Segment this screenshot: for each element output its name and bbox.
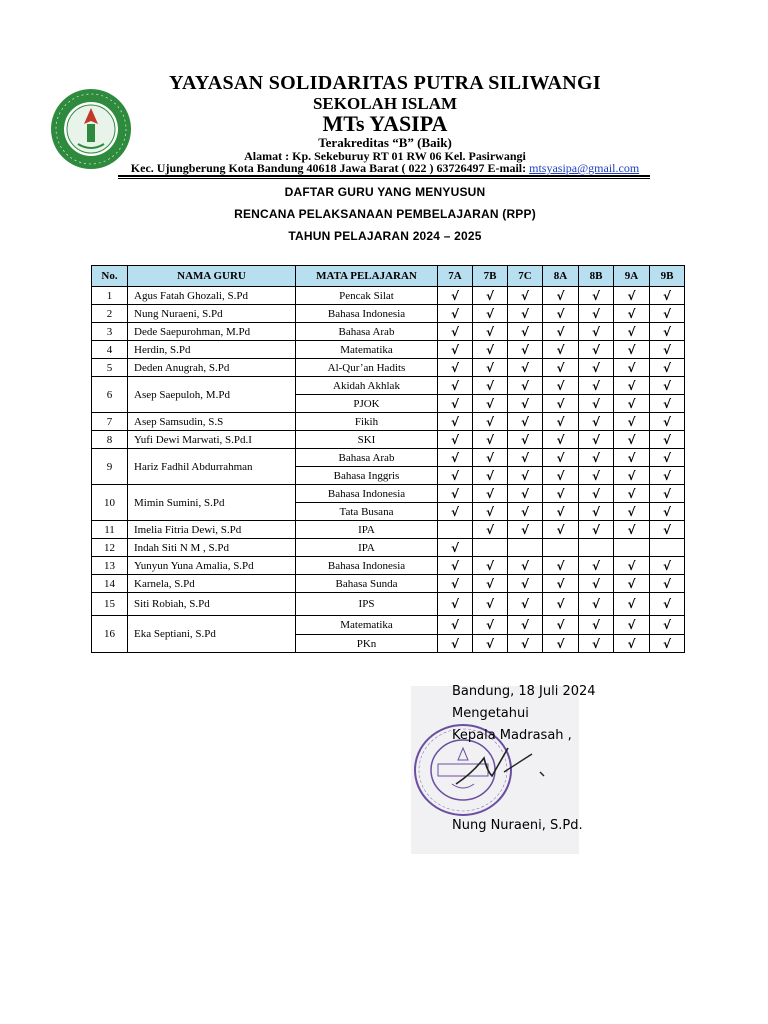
class-check-cell: √ [473,305,508,323]
teacher-name: Eka Septiani, S.Pd [128,616,296,653]
class-check-cell: √ [579,359,614,377]
class-check-cell: √ [508,431,543,449]
class-check-cell: √ [650,413,685,431]
class-check-cell: √ [508,413,543,431]
subject-name: Bahasa Indonesia [296,305,438,323]
subject-name: Bahasa Arab [296,449,438,467]
class-check-cell: √ [543,431,579,449]
class-check-cell: √ [543,521,579,539]
teacher-name: Yunyun Yuna Amalia, S.Pd [128,557,296,575]
class-check-cell: √ [614,503,650,521]
class-check-cell: √ [508,377,543,395]
subject-name: IPA [296,521,438,539]
class-check-cell: √ [614,413,650,431]
teacher-name: Herdin, S.Pd [128,341,296,359]
class-check-cell: √ [614,616,650,635]
signer-name: Nung Nuraeni, S.Pd. [452,818,583,833]
column-header: 9A [614,266,650,287]
class-check-cell: √ [473,593,508,616]
class-check-cell: √ [650,395,685,413]
class-check-cell: √ [473,557,508,575]
subject-name: Al-Qur’an Hadits [296,359,438,377]
row-number: 11 [92,521,128,539]
class-check-cell [543,539,579,557]
class-check-cell: √ [614,467,650,485]
subject-name: Fikih [296,413,438,431]
class-check-cell: √ [650,377,685,395]
class-check-cell: √ [650,503,685,521]
table-row [92,521,685,539]
class-check-cell: √ [614,557,650,575]
class-check-cell: √ [473,503,508,521]
column-header: MATA PELAJARAN [296,266,438,287]
teacher-name: Indah Siti N M , S.Pd [128,539,296,557]
column-header: No. [92,266,128,287]
table-row [92,431,685,449]
class-check-cell: √ [438,287,473,305]
row-number: 1 [92,287,128,305]
teacher-name: Dede Saepurohman, M.Pd [128,323,296,341]
class-check-cell: √ [579,557,614,575]
doc-title-3: TAHUN PELAJARAN 2024 – 2025 [288,229,482,243]
class-check-cell: √ [650,323,685,341]
class-check-cell: √ [438,377,473,395]
class-check-cell: √ [650,575,685,593]
class-check-cell: √ [579,575,614,593]
class-check-cell: √ [543,287,579,305]
class-check-cell: √ [614,485,650,503]
table-row [92,287,685,305]
class-check-cell: √ [579,593,614,616]
class-check-cell: √ [614,377,650,395]
row-number: 8 [92,431,128,449]
class-check-cell: √ [473,616,508,635]
address-line-1: Alamat : Kp. Sekeburuy RT 01 RW 06 Kel. Pasirwangi [244,149,526,163]
class-check-cell: √ [508,467,543,485]
class-check-cell: √ [614,431,650,449]
row-number: 6 [92,377,128,413]
class-check-cell: √ [543,413,579,431]
class-check-cell: √ [438,431,473,449]
class-check-cell: √ [438,359,473,377]
class-check-cell: √ [614,341,650,359]
class-check-cell: √ [473,287,508,305]
subject-name: SKI [296,431,438,449]
class-check-cell: √ [473,449,508,467]
column-header: 8A [543,266,579,287]
subject-name: Bahasa Sunda [296,575,438,593]
class-check-cell: √ [438,503,473,521]
table-row [92,305,685,323]
teacher-name: Karnela, S.Pd [128,575,296,593]
class-check-cell: √ [614,287,650,305]
class-check-cell: √ [650,449,685,467]
class-check-cell: √ [543,395,579,413]
signature-acknowledge: Mengetahui [452,706,529,721]
column-header: NAMA GURU [128,266,296,287]
class-check-cell: √ [579,485,614,503]
subject-name: Bahasa Indonesia [296,557,438,575]
column-header: 7B [473,266,508,287]
table-row [92,413,685,431]
class-check-cell: √ [543,616,579,635]
class-check-cell: √ [543,359,579,377]
class-check-cell: √ [579,323,614,341]
class-check-cell [508,539,543,557]
class-check-cell: √ [579,521,614,539]
class-check-cell: √ [543,485,579,503]
class-check-cell: √ [543,503,579,521]
subject-name: IPS [296,593,438,616]
class-check-cell: √ [543,467,579,485]
table-row [92,323,685,341]
class-check-cell: √ [543,377,579,395]
class-check-cell [473,539,508,557]
class-check-cell: √ [473,575,508,593]
class-check-cell: √ [508,395,543,413]
subject-name: Bahasa Indonesia [296,485,438,503]
class-check-cell: √ [579,449,614,467]
doc-title-1: DAFTAR GURU YANG MENYUSUN [284,185,486,199]
class-check-cell: √ [508,323,543,341]
address-line-2-text: Kec. Ujungberung Kota Bandung 40618 Jawa Barat ( 022 ) 63726497 E-mail: [130,161,527,175]
table-row [92,377,685,395]
class-check-cell: √ [650,341,685,359]
class-check-cell: √ [438,485,473,503]
class-check-cell: √ [614,359,650,377]
class-check-cell [438,521,473,539]
class-check-cell: √ [438,305,473,323]
subject-name: Bahasa Arab [296,323,438,341]
class-check-cell: √ [579,467,614,485]
class-check-cell: √ [508,593,543,616]
class-check-cell: √ [508,521,543,539]
class-check-cell: √ [543,593,579,616]
class-check-cell: √ [438,557,473,575]
class-check-cell [614,539,650,557]
class-check-cell: √ [473,485,508,503]
class-check-cell: √ [508,359,543,377]
teacher-name: Asep Saepuloh, M.Pd [128,377,296,413]
class-check-cell: √ [543,323,579,341]
class-check-cell: √ [650,305,685,323]
class-check-cell: √ [579,635,614,653]
email-link[interactable]: mtsyasipa@gmail.com [529,161,640,175]
class-check-cell: √ [614,593,650,616]
row-number: 4 [92,341,128,359]
column-header: 7C [508,266,543,287]
class-check-cell: √ [650,431,685,449]
signature-position: Kepala Madrasah , [452,728,572,743]
class-check-cell: √ [579,305,614,323]
class-check-cell: √ [614,323,650,341]
class-check-cell: √ [614,305,650,323]
teacher-name: Agus Fatah Ghozali, S.Pd [128,287,296,305]
class-check-cell: √ [473,377,508,395]
class-check-cell: √ [543,305,579,323]
table-row [92,575,685,593]
subject-name: IPA [296,539,438,557]
class-check-cell [650,539,685,557]
header-rule [118,175,650,177]
row-number: 14 [92,575,128,593]
class-check-cell [579,539,614,557]
row-number: 12 [92,539,128,557]
class-check-cell: √ [650,485,685,503]
row-number: 13 [92,557,128,575]
class-check-cell: √ [508,557,543,575]
teacher-name: Yufi Dewi Marwati, S.Pd.I [128,431,296,449]
table-row [92,449,685,467]
organization-name: YAYASAN SOLIDARITAS PUTRA SILIWANGI [169,72,601,94]
subject-name: PKn [296,635,438,653]
class-check-cell: √ [473,395,508,413]
row-number: 15 [92,593,128,616]
class-check-cell: √ [650,593,685,616]
class-check-cell: √ [543,635,579,653]
class-check-cell: √ [473,635,508,653]
column-header: 7A [438,266,473,287]
subject-name: Akidah Akhlak [296,377,438,395]
class-check-cell: √ [508,485,543,503]
school-name: MTs YASIPA [322,111,448,136]
class-check-cell: √ [650,635,685,653]
class-check-cell: √ [650,287,685,305]
class-check-cell: √ [438,539,473,557]
class-check-cell: √ [650,557,685,575]
class-check-cell: √ [508,287,543,305]
class-check-cell: √ [438,323,473,341]
signature-date: Bandung, 18 Juli 2024 [452,684,596,699]
class-check-cell: √ [579,395,614,413]
class-check-cell: √ [543,557,579,575]
class-check-cell: √ [508,305,543,323]
teacher-name: Nung Nuraeni, S.Pd [128,305,296,323]
class-check-cell: √ [508,616,543,635]
class-check-cell: √ [473,359,508,377]
subject-name: Matematika [296,341,438,359]
teacher-name: Mimin Sumini, S.Pd [128,485,296,521]
handwritten-signature [448,736,558,796]
table-row [92,485,685,503]
class-check-cell: √ [579,377,614,395]
table-row [92,359,685,377]
subject-name: Bahasa Inggris [296,467,438,485]
teacher-name: Siti Robiah, S.Pd [128,593,296,616]
class-check-cell: √ [473,467,508,485]
class-check-cell: √ [614,395,650,413]
class-check-cell: √ [438,449,473,467]
row-number: 10 [92,485,128,521]
class-check-cell: √ [438,575,473,593]
class-check-cell: √ [543,449,579,467]
subject-name: PJOK [296,395,438,413]
column-header: 8B [579,266,614,287]
table-row [92,341,685,359]
class-check-cell: √ [473,413,508,431]
class-check-cell: √ [508,575,543,593]
teacher-name: Deden Anugrah, S.Pd [128,359,296,377]
class-check-cell: √ [543,575,579,593]
class-check-cell: √ [438,616,473,635]
class-check-cell: √ [614,521,650,539]
class-check-cell: √ [579,287,614,305]
class-check-cell: √ [438,635,473,653]
teacher-name: Hariz Fadhil Abdurrahman [128,449,296,485]
row-number: 7 [92,413,128,431]
class-check-cell: √ [438,341,473,359]
class-check-cell: √ [508,449,543,467]
class-check-cell: √ [650,467,685,485]
column-header: 9B [650,266,685,287]
class-check-cell: √ [473,431,508,449]
class-check-cell: √ [438,413,473,431]
class-check-cell: √ [579,341,614,359]
subject-name: Matematika [296,616,438,635]
class-check-cell: √ [438,395,473,413]
table-row [92,616,685,635]
row-number: 9 [92,449,128,485]
class-check-cell: √ [508,635,543,653]
class-check-cell: √ [543,341,579,359]
class-check-cell: √ [614,575,650,593]
subject-name: Pencak Silat [296,287,438,305]
class-check-cell: √ [473,341,508,359]
class-check-cell: √ [473,521,508,539]
class-check-cell: √ [438,593,473,616]
class-check-cell: √ [650,616,685,635]
table-row [92,539,685,557]
table-row [92,557,685,575]
row-number: 5 [92,359,128,377]
row-number: 2 [92,305,128,323]
teacher-name: Asep Samsudin, S.S [128,413,296,431]
accreditation: Terakreditas “B” (Baik) [318,135,452,150]
table-header-row [92,266,685,287]
address-line-2 [90,161,680,176]
class-check-cell: √ [579,413,614,431]
class-check-cell: √ [614,635,650,653]
teacher-name: Imelia Fitria Dewi, S.Pd [128,521,296,539]
doc-title-2: RENCANA PELAKSANAAN PEMBELAJARAN (RPP) [234,207,536,221]
subject-name: Tata Busana [296,503,438,521]
teacher-table [91,265,685,653]
class-check-cell: √ [473,323,508,341]
class-check-cell: √ [508,503,543,521]
class-check-cell: √ [650,359,685,377]
class-check-cell: √ [614,449,650,467]
row-number: 3 [92,323,128,341]
class-check-cell: √ [579,503,614,521]
class-check-cell: √ [650,521,685,539]
header-rule-thin [118,178,650,179]
class-check-cell: √ [579,431,614,449]
school-type: SEKOLAH ISLAM [312,94,458,113]
row-number: 16 [92,616,128,653]
class-check-cell: √ [508,341,543,359]
class-check-cell: √ [579,616,614,635]
table-row [92,593,685,616]
class-check-cell: √ [438,467,473,485]
